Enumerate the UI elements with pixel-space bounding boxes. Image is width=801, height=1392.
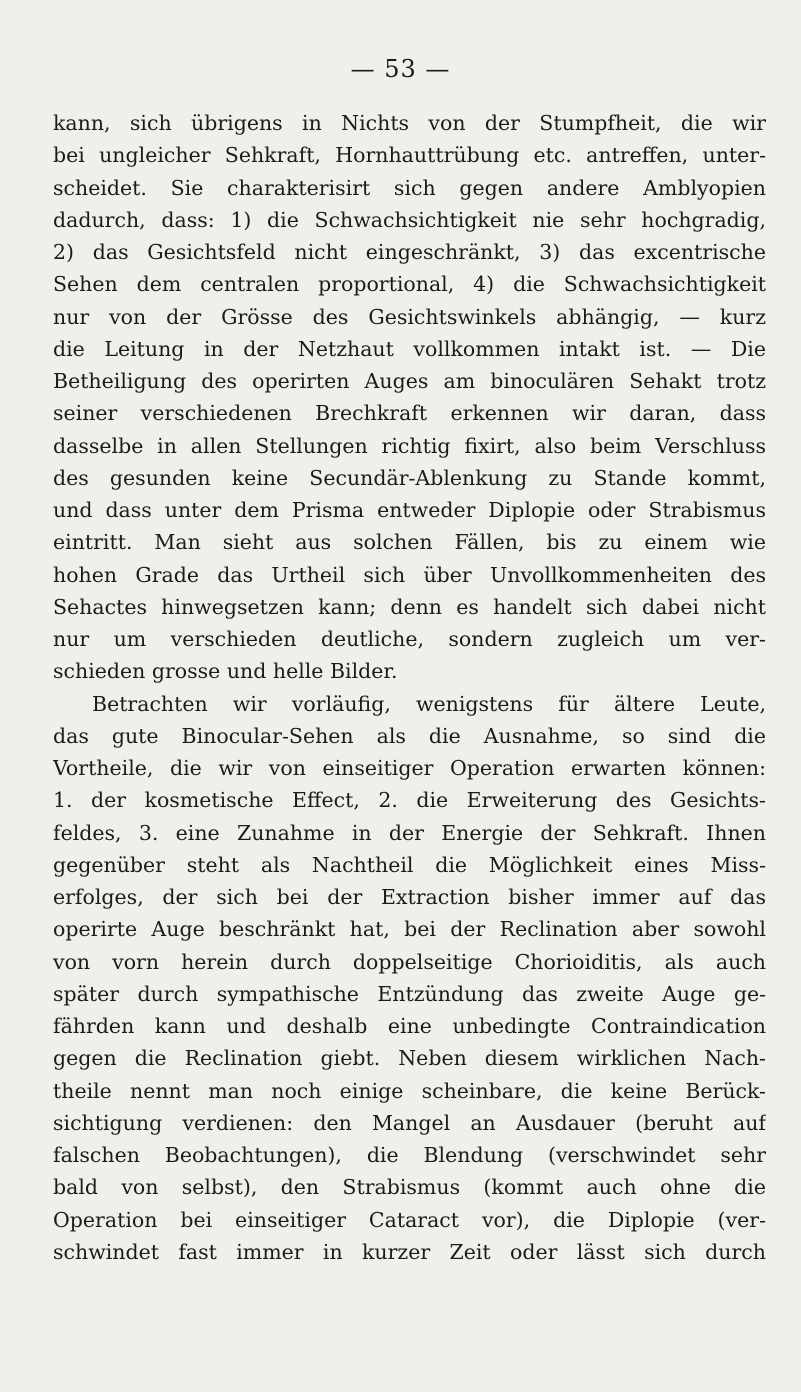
text-line: hohen Grade das Urtheil sich über Unvollkommenheiten des — [53, 562, 766, 587]
page-number: — 53 — — [350, 55, 451, 83]
text-line: schwindet fast immer in kurzer Zeit oder lässt sich durch — [53, 1239, 766, 1264]
body-text — [53, 107, 766, 1268]
text-line: Sehen dem centralen proportional, 4) die Schwachsichtigkeit — [53, 272, 766, 297]
text-line: Vortheile, die wir von einseitiger Operation erwarten können: — [53, 756, 766, 780]
text-line: dadurch, dass: 1) die Schwachsichtigkeit nie sehr hochgradig, — [53, 207, 766, 232]
text-line: scheidet. Sie charakterisirt sich gegen andere Amblyopien — [53, 175, 766, 200]
text-line: seiner verschiedenen Brechkraft erkennen wir daran, dass — [53, 401, 766, 426]
text-line: gegenüber steht als Nachtheil die Möglichkeit eines Miss- — [53, 852, 766, 877]
text-line: schieden grosse und helle Bilder. — [53, 659, 398, 684]
paragraph-2 — [53, 688, 766, 1269]
text-line: die Leitung in der Netzhaut vollkommen intakt ist. — Die — [53, 336, 766, 361]
text-line: erfolges, der sich bei der Extraction bisher immer auf das — [53, 885, 766, 909]
text-line: später durch sympathische Entzündung das zweite Auge ge- — [53, 981, 766, 1006]
text-line: sichtigung verdienen: den Mangel an Ausdauer (beruht auf — [53, 1110, 766, 1135]
text-line: und dass unter dem Prisma entweder Diplopie oder Strabismus — [53, 498, 766, 522]
paragraph-1 — [53, 107, 766, 688]
text-line: Betheiligung des operirten Auges am binoculären Sehakt trotz — [53, 369, 766, 393]
text-line: bald von selbst), den Strabismus (kommt auch ohne die — [53, 1175, 766, 1200]
text-line: eintritt. Man sieht aus solchen Fällen, bis zu einem wie — [53, 530, 766, 555]
text-line: feldes, 3. eine Zunahme in der Energie der Sehkraft. Ihnen — [53, 820, 766, 845]
text-line: nur von der Grösse des Gesichtswinkels abhängig, — kurz — [53, 304, 766, 329]
text-line: gegen die Reclination giebt. Neben diesem wirklichen Nach- — [53, 1046, 766, 1071]
text-line: falschen Beobachtungen), die Blendung (verschwindet sehr — [53, 1143, 766, 1167]
text-line: fährden kann und deshalb eine unbedingte Contraindication — [53, 1014, 766, 1038]
text-line: dasselbe in allen Stellungen richtig fixirt, also beim Verschluss — [53, 433, 766, 458]
text-line: Operation bei einseitiger Cataract vor), die Diplopie (ver- — [53, 1207, 766, 1232]
text-line: kann, sich übrigens in Nichts von der Stumpfheit, die wir — [53, 111, 766, 135]
text-line: nur um verschieden deutliche, sondern zugleich um ver- — [53, 627, 766, 651]
text-line: das gute Binocular-Sehen als die Ausnahme, so sind die — [53, 723, 766, 748]
text-line: 1. der kosmetische Effect, 2. die Erweiterung des Gesichts- — [53, 788, 766, 813]
text-line: des gesunden keine Secundär-Ablenkung zu Stande kommt, — [53, 465, 766, 490]
text-line: Sehactes hinwegsetzen kann; denn es handelt sich dabei nicht — [53, 594, 766, 619]
text-line: 2) das Gesichtsfeld nicht eingeschränkt, 3) das excentrische — [53, 240, 766, 264]
text-line: Betrachten wir vorläufig, wenigstens für ältere Leute, — [92, 691, 766, 716]
text-line: von vorn herein durch doppelseitige Chorioiditis, als auch — [53, 949, 766, 974]
text-line: theile nennt man noch einige scheinbare, die keine Berück- — [53, 1078, 766, 1103]
text-line: bei ungleicher Sehkraft, Hornhauttrübung etc. antreffen, unter- — [53, 143, 766, 168]
text-line: operirte Auge beschränkt hat, bei der Reclination aber sowohl — [53, 917, 766, 942]
